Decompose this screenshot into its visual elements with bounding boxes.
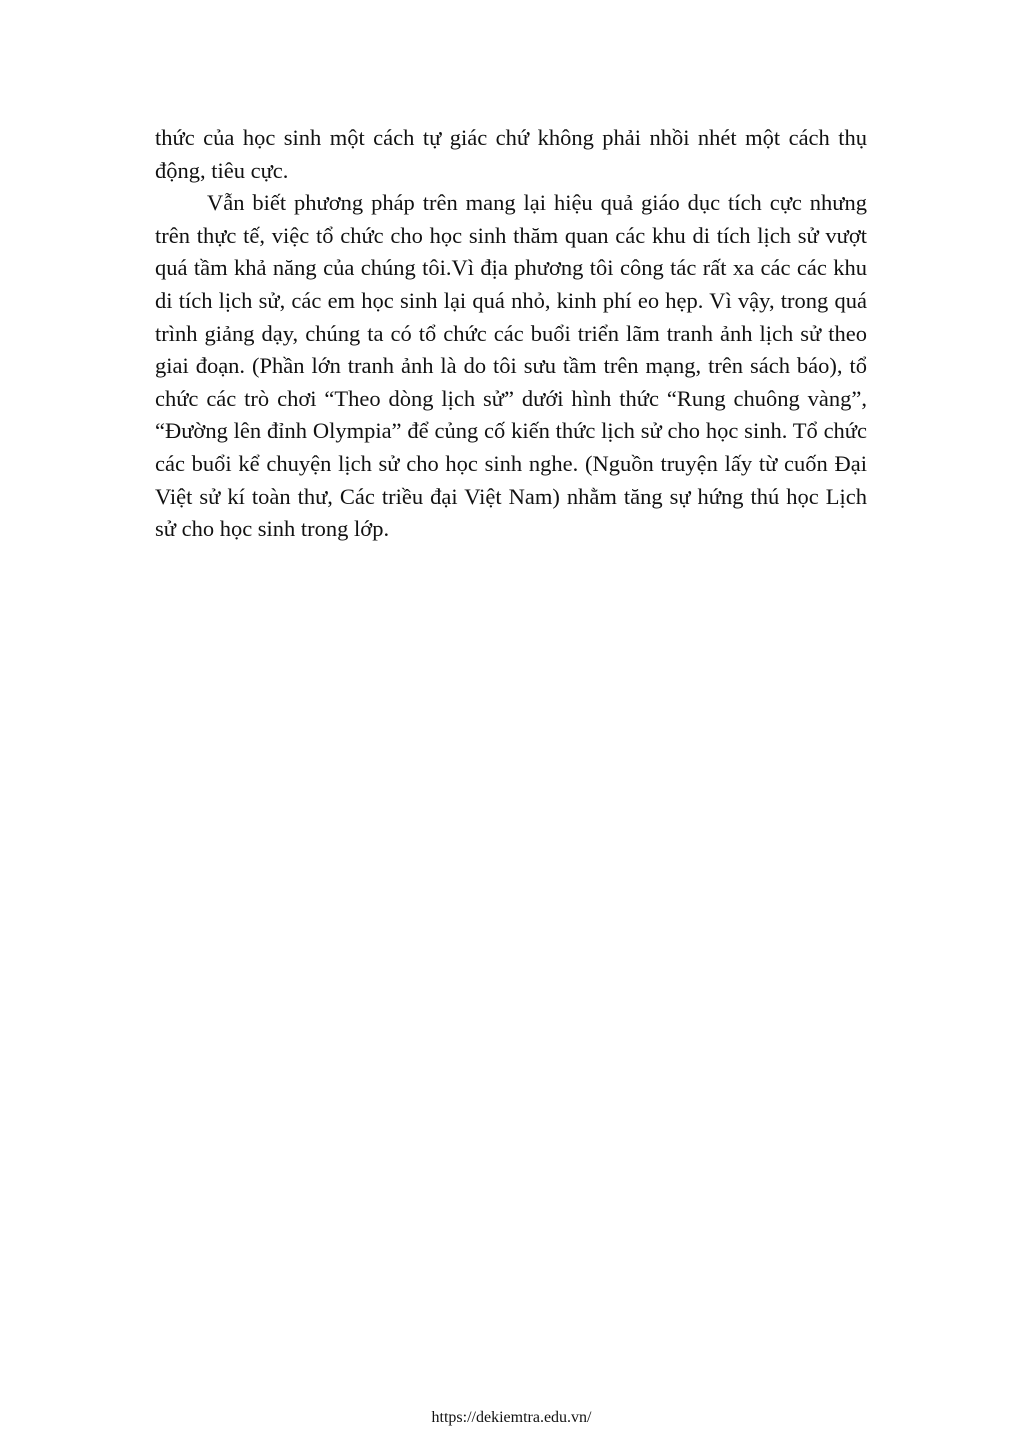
paragraph-main: Vẫn biết phương pháp trên mang lại hiệu quả giáo dục tích cực nhưng trên thực tế, việc tổ chức cho học sinh thăm quan các khu di tích lịch sử vượt quá tầm khả năng của chúng tôi.Vì địa phương tôi công tác rất xa các các khu di tích lịch sử, các em học sinh lại quá nhỏ, kinh phí eo hẹp. Vì vậy, trong quá trình giảng dạy, chúng ta có tổ chức các buổi triển lãm tranh ảnh lịch sử theo giai đoạn. (Phần lớn tranh ảnh là do tôi sưu tầm trên mạng, trên sách báo), tổ chức các trò chơi “Theo dòng lịch sử” dưới hình thức “Rung chuông vàng”, “Đường lên đỉnh Olympia” để củng cố kiến thức lịch sử cho học sinh. Tổ chức các buổi kể chuyện lịch sử cho học sinh nghe. (Nguồn truyện lấy từ cuốn Đại Việt sử kí toàn thư, Các triều đại Việt Nam) nhằm tăng sự hứng thú học Lịch sử cho học sinh trong lớp. (155, 190, 867, 542)
body-text (155, 122, 867, 546)
paragraph-continuation: thức của học sinh một cách tự giác chứ không phải nhồi nhét một cách thụ động, tiêu cực. (155, 125, 867, 183)
footer-url-link[interactable]: https://dekiemtra.edu.vn/ (431, 1409, 592, 1426)
